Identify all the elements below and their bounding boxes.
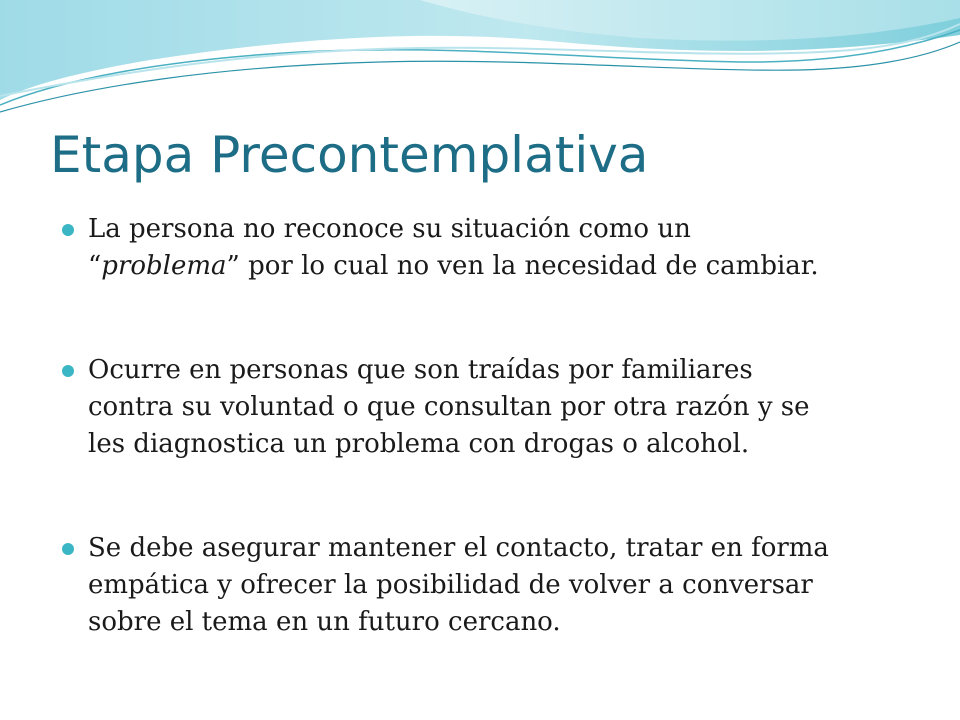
open-quote: “ [88,251,102,281]
bullet-line: empática y ofrecer la posibilidad de volver a conversar [88,570,813,600]
header-wave-decoration [0,0,960,130]
bullet-line: les diagnostica un problema con drogas o alcohol. [88,429,750,459]
bullet-line: contra su voluntad o que consultan por otra razón y se [88,392,810,422]
bullet-text [62,352,932,463]
bullet-line [88,248,932,285]
bullet-item-1 [62,211,932,285]
bullet-text [62,530,932,641]
bullet-text [62,211,932,285]
emphasis-text: problema [101,251,227,281]
bullet-item-3 [62,530,932,641]
bullet-dot-icon [62,543,74,555]
slide-title: Etapa Precontemplativa [50,126,649,184]
bullet-line: Ocurre en personas que son traídas por familiares [88,355,753,385]
bullet-line: sobre el tema en un futuro cercano. [88,607,561,637]
bullet-line: Se debe asegurar mantener el contacto, tratar en forma [88,533,829,563]
bullet-line-rest: ” por lo cual no ven la necesidad de cambiar. [226,251,819,281]
bullet-list [62,211,932,641]
bullet-dot-icon [62,224,74,236]
bullet-dot-icon [62,365,74,377]
bullet-item-2 [62,352,932,463]
bullet-line: La persona no reconoce su situación como un [88,214,691,244]
